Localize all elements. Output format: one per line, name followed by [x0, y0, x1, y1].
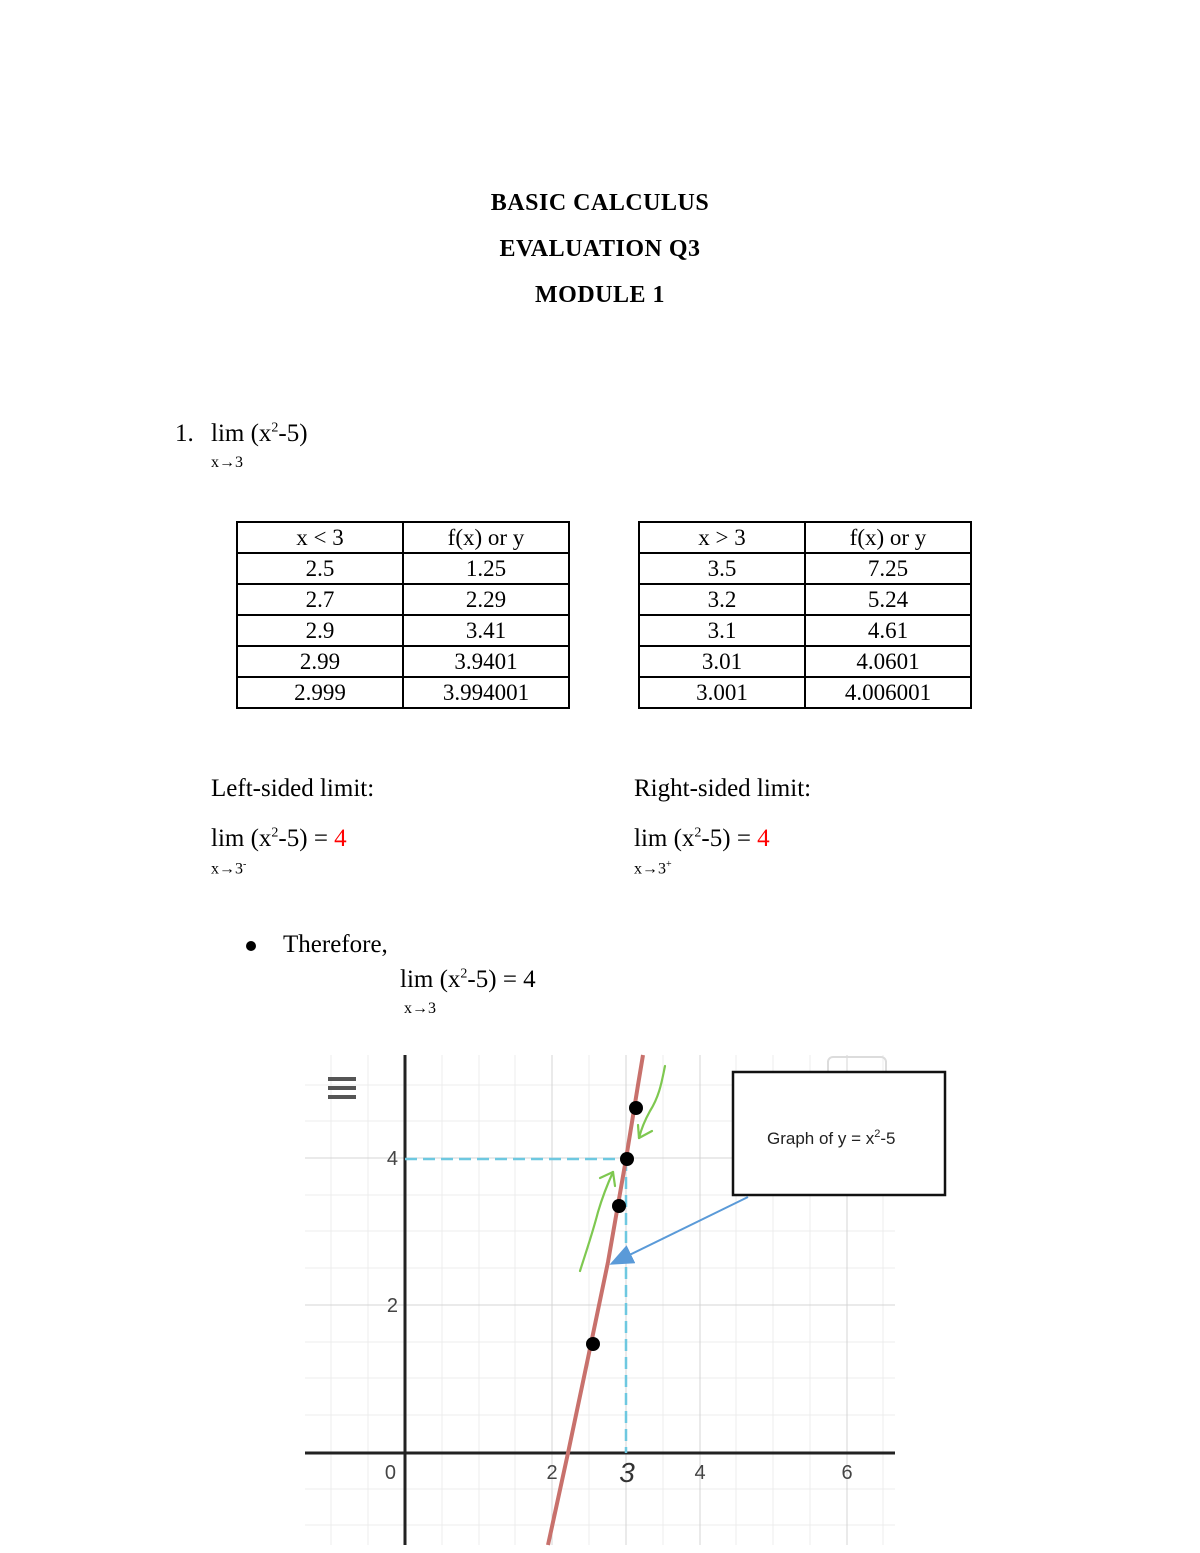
table-cell: 3.001	[639, 677, 805, 708]
right-values-table	[638, 521, 972, 709]
exponent: 2	[460, 966, 468, 982]
table-row	[639, 615, 971, 646]
right-limit-subscript	[634, 859, 672, 878]
bullet-icon	[246, 941, 256, 951]
left-limit-subscript	[211, 859, 246, 878]
left-limit-expression	[211, 825, 347, 853]
table-cell: 3.9401	[403, 646, 569, 677]
side-marker: -	[243, 859, 247, 870]
table-row	[639, 553, 971, 584]
table-cell: 2.999	[237, 677, 403, 708]
table-cell: 4.006001	[805, 677, 971, 708]
hamburger-menu-icon	[328, 1079, 356, 1097]
table-cell: 3.41	[403, 615, 569, 646]
table-row	[639, 584, 971, 615]
data-point	[620, 1152, 634, 1166]
table-cell: 3.2	[639, 584, 805, 615]
table-row	[639, 677, 971, 708]
exponent: 2	[694, 825, 702, 841]
problem-limit-expression	[211, 420, 308, 448]
header-cell: x > 3	[639, 522, 805, 553]
table-row	[237, 677, 569, 708]
lim-suffix: -5)	[278, 420, 308, 447]
table-cell: 2.5	[237, 553, 403, 584]
subscript-text: x→3	[211, 860, 243, 878]
subscript-text: x→3	[634, 860, 666, 878]
problem-subscript: x→3	[211, 454, 243, 471]
exponent: 2	[271, 420, 279, 436]
table-cell: 5.24	[805, 584, 971, 615]
table-row	[237, 584, 569, 615]
graph-figure	[300, 1053, 960, 1548]
lim-prefix: lim (x	[211, 825, 272, 852]
side-marker: +	[666, 859, 672, 870]
handwritten-x-label: 3	[619, 1457, 635, 1488]
title-basic-calculus: BASIC CALCULUS	[490, 190, 710, 216]
right-limit-value: 4	[757, 825, 770, 852]
table-row	[639, 646, 971, 677]
left-limit-heading: Left-sided limit:	[211, 775, 375, 802]
x-tick-label: 2	[546, 1462, 558, 1484]
data-point	[629, 1101, 643, 1115]
table-cell: 3.5	[639, 553, 805, 584]
conclusion-expression	[400, 966, 536, 994]
right-limit-expression	[634, 825, 770, 853]
right-limit-heading: Right-sided limit:	[634, 775, 812, 802]
left-limit-value: 4	[334, 825, 347, 852]
callout-label: Graph of y = x	[767, 1129, 875, 1148]
conclusion-subscript: x→3	[404, 1000, 436, 1017]
table-cell: 2.29	[403, 584, 569, 615]
table-cell: 1.25	[403, 553, 569, 584]
lim-suffix: -5) =	[278, 825, 335, 852]
table-header-row	[639, 522, 971, 553]
table-cell: 7.25	[805, 553, 971, 584]
table-cell: 3.1	[639, 615, 805, 646]
left-values-table	[236, 521, 570, 709]
y-tick-label: 0	[384, 1462, 396, 1484]
title-module: MODULE 1	[535, 282, 665, 308]
table-row	[237, 615, 569, 646]
table-header-row	[237, 522, 569, 553]
header-cell: x < 3	[237, 522, 403, 553]
table-cell: 2.99	[237, 646, 403, 677]
table-cell: 3.994001	[403, 677, 569, 708]
table-cell: 2.7	[237, 584, 403, 615]
data-point	[586, 1337, 600, 1351]
problem-number: 1.	[175, 420, 194, 447]
table-cell: 4.61	[805, 615, 971, 646]
table-row	[237, 646, 569, 677]
table-cell: 2.9	[237, 615, 403, 646]
table-cell: 3.01	[639, 646, 805, 677]
lim-prefix: lim (x	[211, 420, 272, 447]
lim-prefix: lim (x	[634, 825, 695, 852]
header-cell: f(x) or y	[403, 522, 569, 553]
x-tick-label: 4	[694, 1462, 706, 1484]
lim-suffix: -5) =	[701, 825, 758, 852]
table-cell: 4.0601	[805, 646, 971, 677]
title-evaluation: EVALUATION Q3	[499, 236, 701, 262]
lim-suffix: -5) = 4	[467, 966, 536, 993]
callout-suffix: -5	[880, 1129, 896, 1148]
callout-exponent: 2	[874, 1128, 881, 1140]
y-tick-label: 4	[386, 1148, 398, 1170]
x-tick-label: 6	[841, 1462, 853, 1484]
y-tick-label: 2	[386, 1295, 398, 1317]
table-row	[237, 553, 569, 584]
callout-arrow	[613, 1197, 748, 1263]
exponent: 2	[271, 825, 279, 841]
data-point	[612, 1199, 626, 1213]
header-cell: f(x) or y	[805, 522, 971, 553]
conclusion-label: Therefore,	[283, 931, 388, 958]
lim-prefix: lim (x	[400, 966, 461, 993]
